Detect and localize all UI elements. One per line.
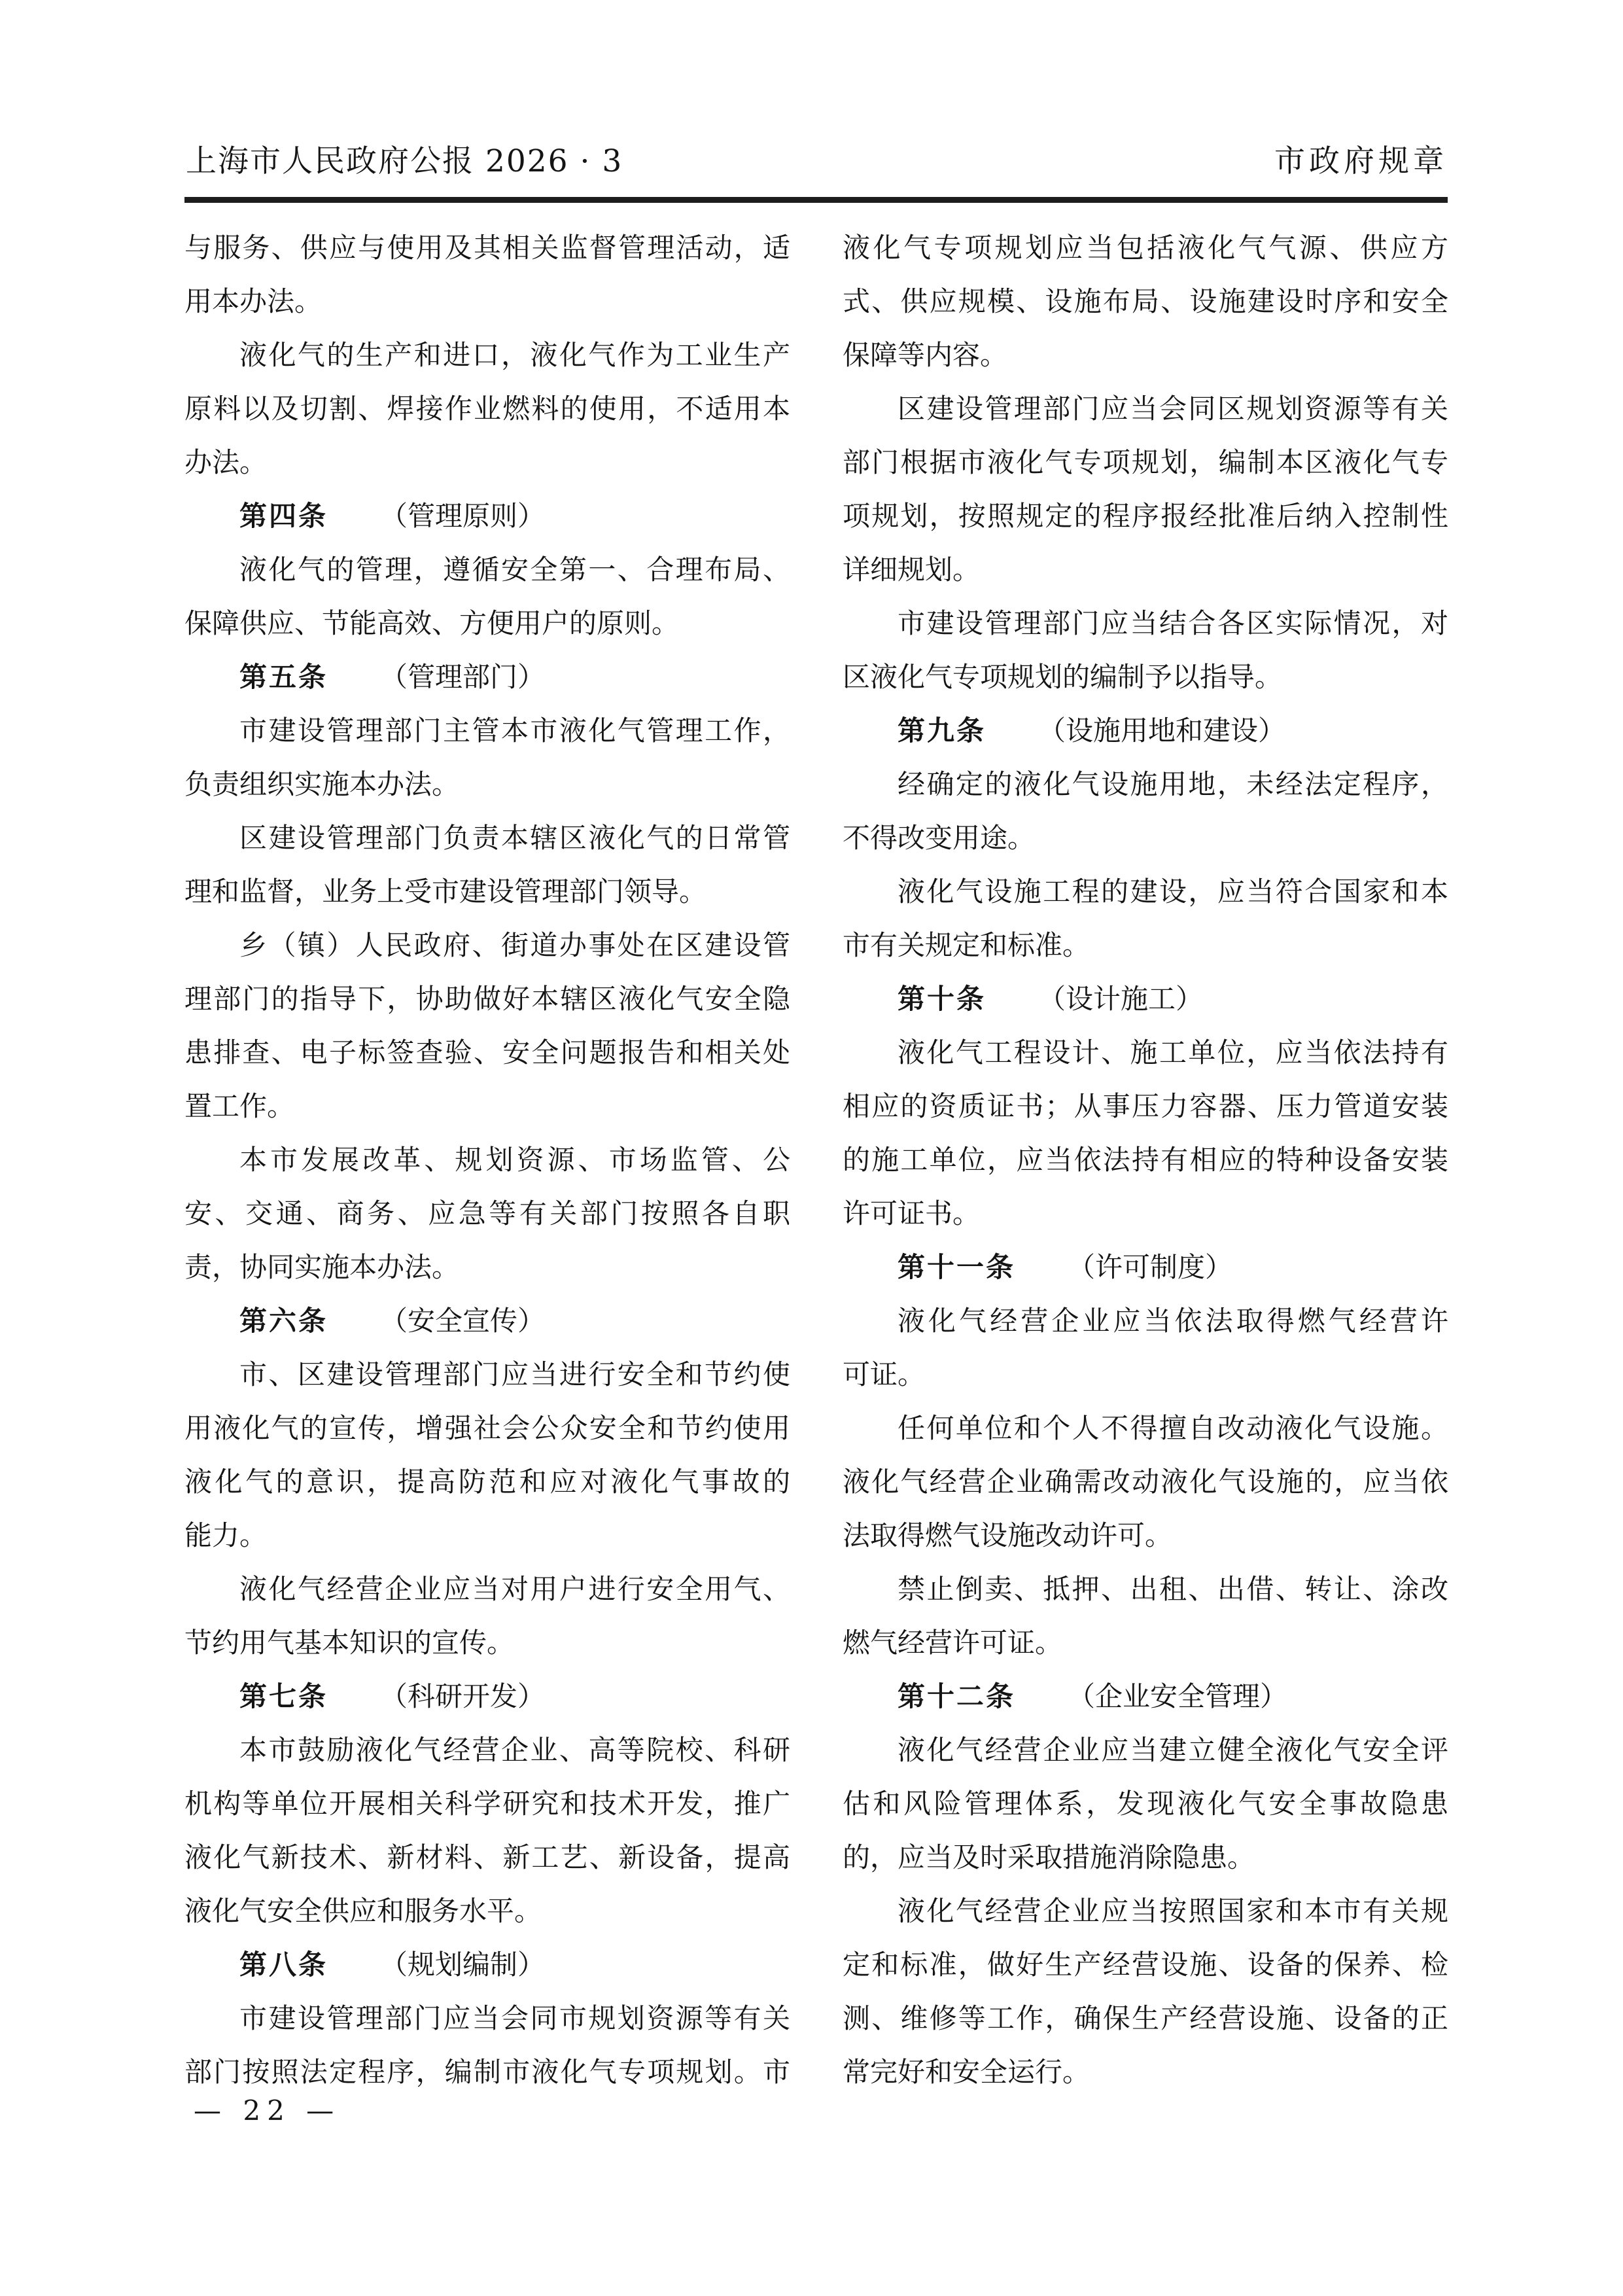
article-title: （设计施工） [1038,983,1204,1015]
article-heading [843,704,1448,758]
text-line: 节约用气基本知识的宣传。 [184,1627,515,1659]
text-line: 常完好和安全运行。 [843,2056,1091,2088]
text-line: 责，协同实施本办法。 [184,1251,460,1283]
left-text-column [184,221,790,2099]
text-line: 式、供应规模、设施布局、设施建设时序和安全 [843,285,1448,317]
article-number: 第十二条 [898,1680,1016,1712]
article-heading [184,650,790,704]
article-heading [184,489,790,543]
text-line: 液化气经营企业应当按照国家和本市有关规 [898,1895,1448,1927]
text-line: 区液化气专项规划的编制予以指导。 [843,661,1283,693]
header-rule [184,197,1448,203]
article-number: 第七条 [239,1680,328,1712]
text-line: 保障供应、节能高效、方便用户的原则。 [184,607,680,639]
text-line: 液化气经营企业应当依法取得燃气经营许 [898,1305,1448,1337]
text-line: 液化气的生产和进口，液化气作为工业生产 [239,339,790,371]
text-line: 市建设管理部门应当结合各区实际情况，对 [898,607,1448,639]
text-line: 的，应当及时采取措施消除隐患。 [843,1841,1255,1873]
text-line: 估和风险管理体系，发现液化气安全事故隐患 [843,1788,1448,1820]
text-line: 液化气设施工程的建设，应当符合国家和本 [898,875,1448,908]
article-title: （安全宣传） [380,1305,546,1337]
text-line: 本市鼓励液化气经营企业、高等院校、科研 [239,1734,790,1766]
text-line: 市有关规定和标准。 [843,929,1091,961]
text-line: 理和监督，业务上受市建设管理部门领导。 [184,875,707,908]
article-number: 第六条 [239,1305,328,1337]
text-line: 部门按照法定程序，编制市液化气专项规划。市 [184,2056,790,2088]
article-title: （许可制度） [1068,1251,1233,1283]
gazette-title: 上海市人民政府公报 2026 · 3 [186,143,623,179]
text-line: 不得改变用途。 [843,822,1036,854]
text-line: 市建设管理部门主管本市液化气管理工作， [239,715,790,747]
article-number: 第九条 [898,715,986,747]
text-line: 部门根据市液化气专项规划，编制本区液化气专 [843,446,1448,478]
text-line: 测、维修等工作，确保生产经营设施、设备的正 [843,2002,1448,2034]
text-line: 任何单位和个人不得擅自改动液化气设施。 [898,1412,1448,1444]
text-line: 区建设管理部门应当会同区规划资源等有关 [898,393,1448,425]
text-line: 液化气新技术、新材料、新工艺、新设备，提高 [184,1841,790,1873]
text-line: 燃气经营许可证。 [843,1627,1063,1659]
text-line: 与服务、供应与使用及其相关监督管理活动，适 [184,232,790,264]
text-line: 患排查、电子标签查验、安全问题报告和相关处 [184,1036,790,1069]
text-line: 理部门的指导下，协助做好本辖区液化气安全隐 [184,983,790,1015]
article-number: 第八条 [239,1949,328,1981]
page-number: — 22 — [194,2094,341,2127]
text-line: 项规划，按照规定的程序报经批准后纳入控制性 [843,500,1448,532]
text-line: 液化气经营企业应当建立健全液化气安全评 [898,1734,1448,1766]
text-line: 的施工单位，应当依法持有相应的特种设备安装 [843,1144,1448,1176]
text-line: 负责组织实施本办法。 [184,768,460,800]
text-line: 能力。 [184,1519,268,1551]
right-text-column [843,221,1448,2099]
article-number: 第四条 [239,500,328,532]
text-line: 区建设管理部门负责本辖区液化气的日常管 [239,822,790,854]
article-number: 第十条 [898,983,986,1015]
text-line: 原料以及切割、焊接作业燃料的使用，不适用本 [184,393,790,425]
text-line: 经确定的液化气设施用地，未经法定程序， [898,768,1448,800]
article-heading [843,972,1448,1026]
text-line: 乡（镇）人民政府、街道办事处在区建设管 [239,929,790,961]
text-line: 液化气工程设计、施工单位，应当依法持有 [898,1036,1448,1069]
article-title: （管理原则） [380,500,546,532]
text-line: 详细规划。 [843,554,981,586]
text-line: 市、区建设管理部门应当进行安全和节约使 [239,1358,790,1390]
article-title: （管理部门） [380,661,546,693]
text-line: 置工作。 [184,1090,295,1122]
text-line: 办法。 [184,446,268,478]
text-line: 禁止倒卖、抵押、出租、出借、转让、涂改 [898,1573,1448,1605]
text-line: 机构等单位开展相关科学研究和技术开发，推广 [184,1788,790,1820]
article-heading [184,1938,790,1992]
text-line: 液化气经营企业应当对用户进行安全用气、 [239,1573,790,1605]
text-line: 液化气的意识，提高防范和应对液化气事故的 [184,1466,790,1498]
article-title: （企业安全管理） [1068,1680,1288,1712]
article-title: （设施用地和建设） [1038,715,1286,747]
article-title: （科研开发） [380,1680,546,1712]
article-number: 第十一条 [898,1251,1016,1283]
article-heading [184,1670,790,1723]
text-line: 市建设管理部门应当会同市规划资源等有关 [239,2002,790,2034]
text-line: 保障等内容。 [843,339,1008,371]
text-line: 法取得燃气设施改动许可。 [843,1519,1173,1551]
text-line: 液化气的管理，遵循安全第一、合理布局、 [239,554,790,586]
text-line: 相应的资质证书；从事压力容器、压力管道安装 [843,1090,1448,1122]
text-line: 安、交通、商务、应急等有关部门按照各自职 [184,1197,790,1229]
article-heading [843,1670,1448,1723]
text-line: 定和标准，做好生产经营设施、设备的保养、检 [843,1949,1448,1981]
article-number: 第五条 [239,661,328,693]
article-heading [843,1241,1448,1294]
text-line: 本市发展改革、规划资源、市场监管、公 [239,1144,790,1176]
article-title: （规划编制） [380,1949,546,1981]
article-heading [184,1294,790,1348]
section-title: 市政府规章 [1274,143,1448,179]
text-line: 液化气专项规划应当包括液化气气源、供应方 [843,232,1448,264]
text-line: 用本办法。 [184,285,323,317]
text-line: 可证。 [843,1358,926,1390]
text-line: 液化气经营企业确需改动液化气设施的，应当依 [843,1466,1448,1498]
text-line: 许可证书。 [843,1197,981,1229]
text-line: 用液化气的宣传，增强社会公众安全和节约使用 [184,1412,790,1444]
text-line: 液化气安全供应和服务水平。 [184,1895,542,1927]
